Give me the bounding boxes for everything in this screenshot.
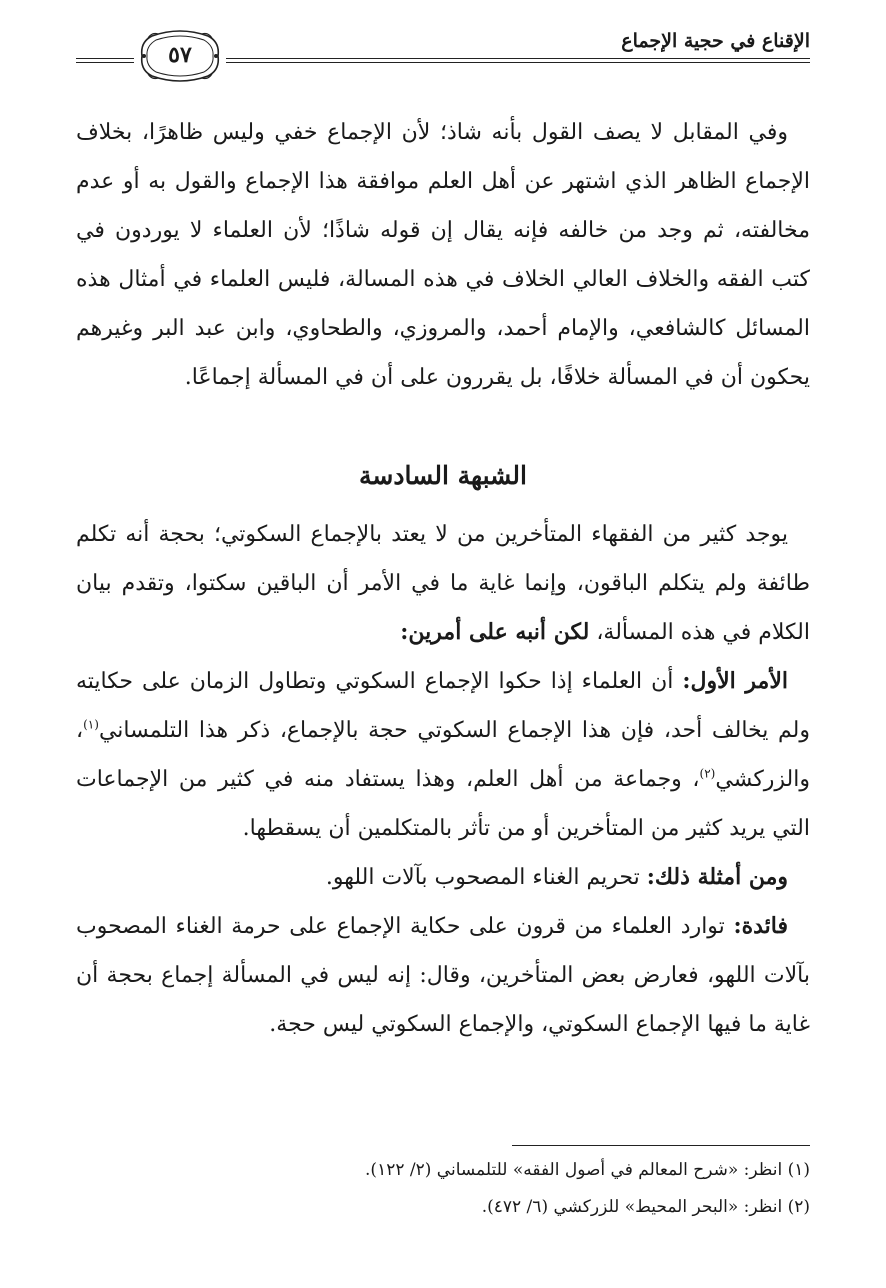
footnote-separator xyxy=(512,1145,810,1146)
footnote-ref-2[interactable]: (٢) xyxy=(699,766,716,781)
page-number-ornament xyxy=(138,28,222,84)
intro-text: يوجد كثير من الفقهاء المتأخرين من لا يعتد بالإجماع السكوتي؛ بحجة أنه تكلم طائفة ولم يتكلم الباقون، وإنما غاية ما في الأمر أن الباقين سكتوا، وتقدم بيان الكلام في هذه المسألة، xyxy=(76,522,810,645)
footnote-2: (٢) انظر: «البحر المحيط» للزركشي (٦/ ٤٧٢). xyxy=(481,1197,810,1217)
first-matter-text: أن العلماء إذا حكوا الإجماع السكوتي وتطاول الزمان على حكايته ولم يخالف أحد، فإن هذا الإجماع السكوتي حجة بالإجماع، ذكر هذا التلمساني xyxy=(76,669,810,743)
benefit-paragraph xyxy=(76,902,810,1049)
benefit-label: فائدة: xyxy=(733,913,788,939)
page-number: ٥٧ xyxy=(168,42,192,68)
header-rule xyxy=(226,58,810,63)
first-matter-label: الأمر الأول: xyxy=(682,668,788,694)
first-matter-text-2: ، والزركشي xyxy=(76,718,810,792)
section-heading: الشبهة السادسة xyxy=(358,460,527,490)
benefit-text: توارد العلماء من قرون على حكاية الإجماع على حرمة الغناء المصحوب بآلات اللهو، فعارض بعض المتأخرين، وقال: إنه ليس في المسألة إجماع بحجة أن غاية ما فيها الإجماع السكوتي، والإجماع السكوتي ليس حجة. xyxy=(76,914,810,1037)
paragraph: وفي المقابل لا يصف القول بأنه شاذ؛ لأن الإجماع خفي وليس ظاهرًا، بخلاف الإجماع الظاهر الذي اشتهر عن أهل العلم موافقة هذا الإجماع والقول به أو عدم مخالفته، ثم وجد من خالفه فإنه يقال إن قوله شاذًا؛ لأن العلماء لا يوردون في كتب الفقه والخلاف العالي الخلاف في هذه المسالة، فليس العلماء في أمثال هذه المسائل كالشافعي، والإمام أحمد، والمروزي، والطحاوي، وابن عبد البر وغيرهم يحكون أن في المسألة خلافًا، بل يقررون على أن في المسألة إجماعًا. xyxy=(76,120,810,390)
footnotes xyxy=(76,1152,810,1226)
first-matter-text-3: ، وجماعة من أهل العلم، وهذا يستفاد منه في كثير من الإجماعات التي يريد كثير من المتأخرين أو من تأثر بالمتكلمين أن يسقطها. xyxy=(76,767,810,841)
example-paragraph xyxy=(76,853,810,902)
first-matter-paragraph xyxy=(76,657,810,853)
footnote-1: (١) انظر: «شرح المعالم في أصول الفقه» للتلمساني (٢/ ١٢٢). xyxy=(365,1160,810,1180)
section-sixth-doubt xyxy=(76,510,810,1049)
footnote-ref-1[interactable]: (١) xyxy=(83,717,99,732)
intro-bold-text: لكن أنبه على أمرين: xyxy=(400,619,590,645)
example-text: تحريم الغناء المصحوب بآلات اللهو. xyxy=(325,865,640,890)
running-title: الإقناع في حجية الإجماع xyxy=(621,30,810,52)
section-previous-paragraph xyxy=(76,108,810,402)
intro-paragraph xyxy=(76,510,810,657)
page-header xyxy=(76,18,810,78)
example-label: ومن أمثلة ذلك: xyxy=(646,864,788,890)
header-rule-short xyxy=(76,58,134,63)
